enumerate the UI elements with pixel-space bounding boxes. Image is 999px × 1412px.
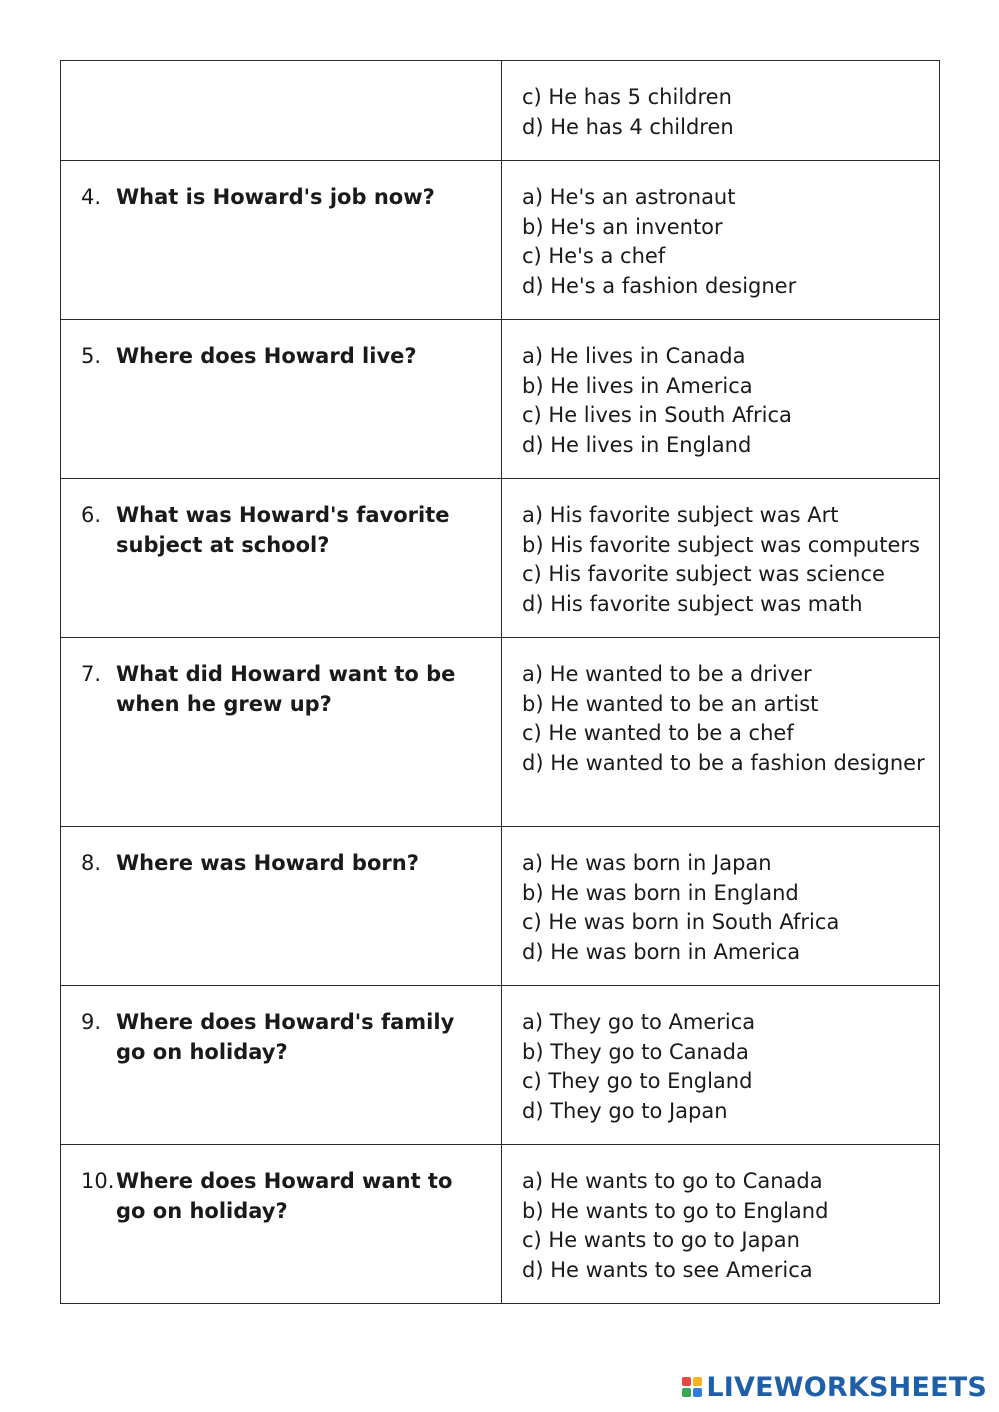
answer-option[interactable]: c) He lives in South Africa <box>522 403 792 428</box>
question-content <box>61 61 501 83</box>
liveworksheets-logo <box>682 1372 987 1402</box>
question-cell <box>61 61 502 161</box>
question-number: 10. <box>81 1169 115 1193</box>
answer-options <box>502 479 939 619</box>
answer-option[interactable]: b) He wanted to be an artist <box>522 691 819 716</box>
answer-options <box>502 827 939 967</box>
answer-option[interactable]: c) He's a chef <box>522 244 666 269</box>
question-row <box>61 986 940 1145</box>
answer-options <box>502 61 939 142</box>
answer-option[interactable]: a) He wants to go to Canada <box>522 1169 823 1193</box>
question-text: Where does Howard want to go on holiday? <box>116 1169 453 1223</box>
question-content <box>61 479 501 560</box>
answer-option[interactable]: a) They go to America <box>522 1010 756 1034</box>
question-table <box>60 60 940 1304</box>
question-row <box>61 61 940 161</box>
question-cell <box>61 638 502 827</box>
question-row <box>61 161 940 320</box>
question-text: What was Howard's favorite subject at school? <box>116 503 450 557</box>
answer-option[interactable]: d) He wanted to be a fashion designer <box>522 750 925 775</box>
answer-option[interactable]: d) He lives in England <box>522 432 752 457</box>
answer-option[interactable]: b) He lives in America <box>522 373 753 398</box>
answer-options <box>502 161 939 301</box>
question-text: What is Howard's job now? <box>116 185 435 209</box>
question-content <box>61 638 501 719</box>
answer-option[interactable]: b) His favorite subject was computers <box>522 532 920 557</box>
answer-options <box>502 320 939 460</box>
answer-option[interactable]: d) His favorite subject was math <box>522 591 863 616</box>
answer-option[interactable]: a) He was born in Japan <box>522 851 772 875</box>
question-table-body <box>61 61 940 1304</box>
answer-cell <box>502 638 940 827</box>
answer-option[interactable]: c) He wants to go to Japan <box>522 1228 800 1253</box>
question-number: 6. <box>81 503 102 527</box>
logo-text: LIVEWORKSHEETS <box>706 1371 987 1403</box>
question-cell <box>61 986 502 1145</box>
question-content <box>61 320 501 372</box>
question-content <box>61 1145 501 1226</box>
question-cell <box>61 320 502 479</box>
answer-options <box>502 986 939 1126</box>
question-text: Where was Howard born? <box>116 851 419 875</box>
answer-cell <box>502 986 940 1145</box>
question-row <box>61 320 940 479</box>
question-row <box>61 479 940 638</box>
logo-square-4 <box>693 1388 702 1397</box>
answer-cell <box>502 161 940 320</box>
logo-square-3 <box>682 1388 691 1397</box>
answer-option[interactable]: c) He wanted to be a chef <box>522 721 794 746</box>
question-text: Where does Howard's family go on holiday? <box>116 1010 455 1064</box>
answer-option[interactable]: c) His favorite subject was science <box>522 562 885 587</box>
question-number: 4. <box>81 185 102 209</box>
answer-options <box>502 1145 939 1285</box>
answer-option[interactable]: b) He's an inventor <box>522 214 723 239</box>
answer-cell <box>502 827 940 986</box>
answer-option[interactable]: a) He lives in Canada <box>522 344 746 368</box>
answer-cell <box>502 320 940 479</box>
answer-cell <box>502 61 940 161</box>
question-number: 7. <box>81 662 102 686</box>
logo-square-1 <box>682 1377 691 1386</box>
answer-options <box>502 638 939 778</box>
question-row <box>61 1145 940 1304</box>
question-cell <box>61 161 502 320</box>
answer-cell <box>502 1145 940 1304</box>
question-text: Where does Howard live? <box>116 344 417 368</box>
answer-option[interactable]: d) They go to Japan <box>522 1098 728 1123</box>
answer-option[interactable]: c) He was born in South Africa <box>522 910 840 935</box>
question-text: What did Howard want to be when he grew up? <box>116 662 456 716</box>
answer-option[interactable]: a) He wanted to be a driver <box>522 662 812 686</box>
question-cell <box>61 827 502 986</box>
answer-option[interactable]: d) He wants to see America <box>522 1257 813 1282</box>
question-row <box>61 638 940 827</box>
question-content <box>61 161 501 213</box>
question-number: 5. <box>81 344 102 368</box>
question-content <box>61 827 501 879</box>
liveworksheets-logo-icon <box>682 1377 702 1397</box>
answer-option[interactable]: b) He was born in England <box>522 880 799 905</box>
question-cell <box>61 479 502 638</box>
answer-option[interactable]: c) They go to England <box>522 1069 753 1094</box>
answer-option[interactable]: d) He was born in America <box>522 939 801 964</box>
answer-option[interactable]: d) He has 4 children <box>522 114 734 139</box>
answer-cell <box>502 479 940 638</box>
question-cell <box>61 1145 502 1304</box>
question-row <box>61 827 940 986</box>
logo-square-2 <box>693 1377 702 1386</box>
answer-option[interactable]: b) He wants to go to England <box>522 1198 829 1223</box>
answer-option[interactable]: a) His favorite subject was Art <box>522 503 839 527</box>
question-content <box>61 986 501 1067</box>
question-number: 9. <box>81 1010 102 1034</box>
answer-option[interactable]: d) He's a fashion designer <box>522 273 797 298</box>
question-number: 8. <box>81 851 102 875</box>
answer-option[interactable]: c) He has 5 children <box>522 85 732 109</box>
answer-option[interactable]: a) He's an astronaut <box>522 185 736 209</box>
answer-option[interactable]: b) They go to Canada <box>522 1039 749 1064</box>
